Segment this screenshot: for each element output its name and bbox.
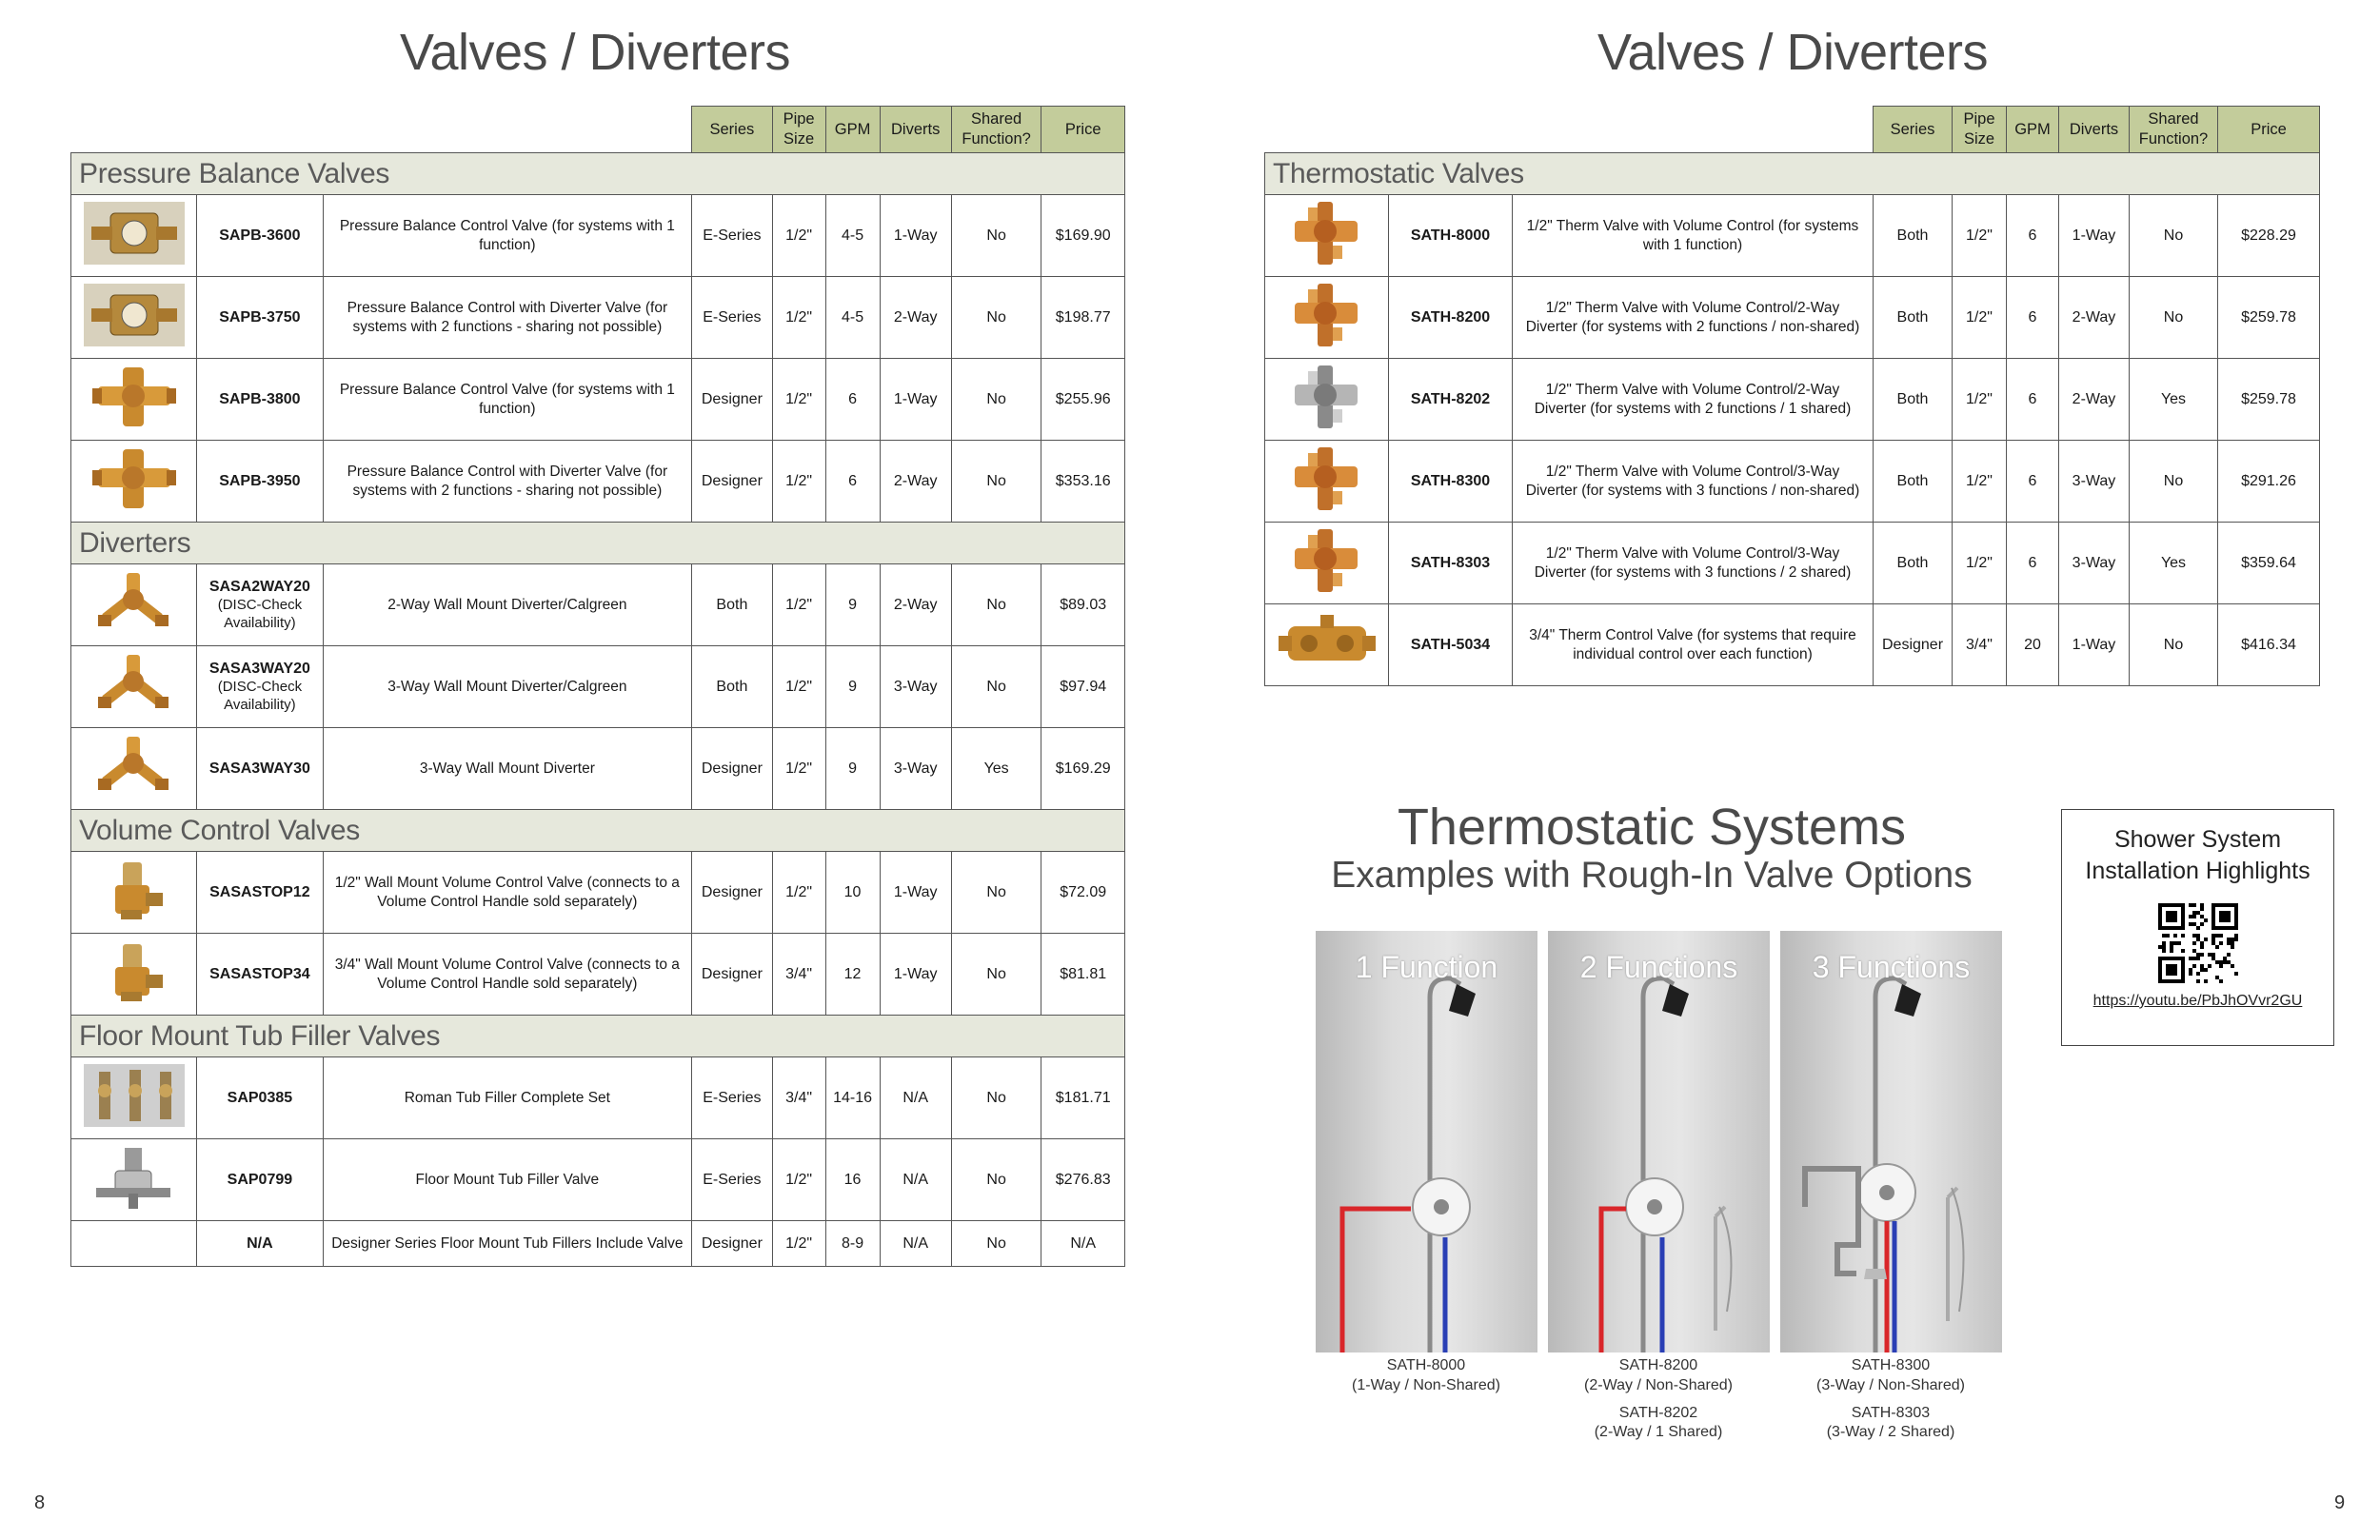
series-cell: Both <box>1874 195 1953 277</box>
description-cell: Pressure Balance Control with Diverter Valve (for systems with 2 functions - sharing not possible) <box>323 441 692 523</box>
product-image-cell <box>71 1057 197 1139</box>
caption-model: SATH-8000 <box>1386 1357 1466 1373</box>
table-row <box>1265 441 2320 523</box>
description-cell: 3-Way Wall Mount Diverter/Calgreen <box>323 646 692 728</box>
section-header <box>71 523 1125 564</box>
systems-subtitle: Examples with Rough-In Valve Options <box>1331 855 1973 896</box>
series-cell: Designer <box>692 852 772 934</box>
series-cell: Both <box>1874 277 1953 359</box>
model-code: N/A <box>247 1234 273 1252</box>
diverts-cell: N/A <box>880 1221 951 1267</box>
product-image-cell <box>71 359 197 441</box>
description-cell: 2-Way Wall Mount Diverter/Calgreen <box>323 564 692 646</box>
diverts-cell: 2-Way <box>880 564 951 646</box>
table-row <box>71 359 1125 441</box>
price-cell: $181.71 <box>1041 1057 1125 1139</box>
description-cell: 1/2" Therm Valve with Volume Control/2-Way Diverter (for systems with 2 functions / 1 shared) <box>1513 359 1874 441</box>
brass-valve-cross-icon <box>75 445 192 518</box>
model-number <box>197 1057 323 1139</box>
panel-label: 2 Functions <box>1579 950 1738 984</box>
table-row <box>71 1057 1125 1139</box>
shower-panel-1-function <box>1316 931 1537 1352</box>
caption-detail: (3-Way / 2 Shared) <box>1826 1424 1955 1441</box>
product-image-cell <box>71 1221 197 1267</box>
diverts-cell: N/A <box>880 1057 951 1139</box>
header-shared-function: Shared Function? <box>951 107 1041 153</box>
pipe-size-cell: 1/2" <box>772 359 825 441</box>
series-cell: Designer <box>692 441 772 523</box>
model-number <box>1389 523 1513 604</box>
shared-function-cell: No <box>951 852 1041 934</box>
description-cell: Pressure Balance Control with Diverter Valve (for systems with 2 functions - sharing not possible) <box>323 277 692 359</box>
series-cell: Both <box>1874 523 1953 604</box>
pipe-size-cell: 1/2" <box>772 441 825 523</box>
header-diverts: Diverts <box>2059 107 2130 153</box>
product-image-cell <box>71 1139 197 1221</box>
series-cell: E-Series <box>692 1057 772 1139</box>
brass-thermostatic-valve-icon <box>1269 445 1384 518</box>
model-code: SASASTOP12 <box>209 883 310 900</box>
section-header <box>71 1016 1125 1057</box>
model-number <box>197 564 323 646</box>
gpm-cell: 14-16 <box>825 1057 880 1139</box>
model-code: SAPB-3800 <box>219 390 301 407</box>
section-title: Thermostatic Valves <box>1265 153 2320 195</box>
caption-model: SATH-8202 <box>1618 1404 1698 1421</box>
price-cell: $228.29 <box>2218 195 2320 277</box>
table-row <box>1265 359 2320 441</box>
section-header <box>71 810 1125 852</box>
caption-detail: (3-Way / Non-Shared) <box>1816 1376 1965 1393</box>
pipe-size-cell: 1/2" <box>1953 277 2007 359</box>
table-row <box>1265 277 2320 359</box>
header-gpm: GPM <box>2007 107 2059 153</box>
model-code: SAPB-3950 <box>219 472 301 489</box>
caption-2-functions <box>1544 1356 1773 1443</box>
gpm-cell: 6 <box>2007 523 2059 604</box>
section-title: Volume Control Valves <box>71 810 1125 852</box>
model-code: SASA2WAY20 <box>208 578 310 595</box>
table-row <box>71 1139 1125 1221</box>
model-number <box>1389 604 1513 686</box>
diverts-cell: 1-Way <box>880 934 951 1016</box>
diverts-cell: N/A <box>880 1139 951 1221</box>
pipe-size-cell: 1/2" <box>1953 195 2007 277</box>
gpm-cell: 12 <box>825 934 880 1016</box>
pipe-size-cell: 1/2" <box>772 1221 825 1267</box>
pipe-size-cell: 1/2" <box>772 564 825 646</box>
pipe-size-cell: 3/4" <box>772 1057 825 1139</box>
pipe-size-cell: 1/2" <box>772 195 825 277</box>
table-row <box>1265 523 2320 604</box>
brass-diverter-icon <box>75 733 192 805</box>
qr-link[interactable]: https://youtu.be/PbJhOVvr2GU <box>2092 993 2303 1009</box>
caption-detail: (1-Way / Non-Shared) <box>1352 1376 1500 1393</box>
shared-function-cell: No <box>951 441 1041 523</box>
diverts-cell: 3-Way <box>880 646 951 728</box>
description-cell: Pressure Balance Control Valve (for systems with 1 function) <box>323 195 692 277</box>
model-code: SATH-8000 <box>1410 227 1491 244</box>
price-cell: $416.34 <box>2218 604 2320 686</box>
shared-function-cell: No <box>951 1221 1041 1267</box>
header-pipe-size: Pipe Size <box>1953 107 2007 153</box>
pipe-size-cell: 1/2" <box>1953 523 2007 604</box>
table-row <box>71 934 1125 1016</box>
series-cell: Designer <box>692 359 772 441</box>
panel-label: 1 Function <box>1355 950 1498 984</box>
model-number <box>197 728 323 810</box>
brass-valve-cross-icon <box>75 364 192 436</box>
model-number <box>1389 195 1513 277</box>
pipe-size-cell: 1/2" <box>772 1139 825 1221</box>
caption-model: SATH-8300 <box>1851 1357 1931 1373</box>
price-cell: $259.78 <box>2218 359 2320 441</box>
model-number <box>1389 359 1513 441</box>
product-image-cell <box>71 277 197 359</box>
price-cell: $255.96 <box>1041 359 1125 441</box>
price-cell: $169.29 <box>1041 728 1125 810</box>
model-number <box>197 1221 323 1267</box>
qr-callout <box>2061 809 2334 1046</box>
shared-function-cell: Yes <box>2130 523 2218 604</box>
description-cell: Pressure Balance Control Valve (for systems with 1 function) <box>323 359 692 441</box>
table-row <box>71 441 1125 523</box>
product-image-cell <box>1265 195 1389 277</box>
section-title: Diverters <box>71 523 1125 564</box>
product-image-cell <box>71 934 197 1016</box>
model-code: SAP0799 <box>227 1171 293 1188</box>
gpm-cell: 6 <box>2007 195 2059 277</box>
gpm-cell: 6 <box>825 441 880 523</box>
price-cell: $72.09 <box>1041 852 1125 934</box>
description-cell: 1/2" Therm Valve with Volume Control (for systems with 1 function) <box>1513 195 1874 277</box>
model-code: SATH-8200 <box>1410 308 1491 326</box>
model-code: SATH-8202 <box>1410 390 1491 407</box>
diverts-cell: 1-Way <box>2059 604 2130 686</box>
brass-diverter-icon <box>75 569 192 642</box>
model-number <box>197 441 323 523</box>
section-title: Floor Mount Tub Filler Valves <box>71 1016 1125 1057</box>
price-cell: $276.83 <box>1041 1139 1125 1221</box>
model-number <box>197 934 323 1016</box>
left-spec-table <box>70 106 1125 1267</box>
gpm-cell: 6 <box>2007 441 2059 523</box>
description-cell: Designer Series Floor Mount Tub Fillers Include Valve <box>323 1221 692 1267</box>
shower-1-function-illustration <box>1316 931 1537 1352</box>
model-number <box>197 1139 323 1221</box>
table-row <box>71 564 1125 646</box>
gpm-cell: 6 <box>825 359 880 441</box>
price-cell: $353.16 <box>1041 441 1125 523</box>
model-code: SASA3WAY30 <box>208 760 310 777</box>
shared-function-cell: No <box>951 646 1041 728</box>
price-cell: $291.26 <box>2218 441 2320 523</box>
pipe-size-cell: 1/2" <box>1953 441 2007 523</box>
brass-valve-square-icon <box>75 282 192 354</box>
series-cell: Designer <box>692 934 772 1016</box>
pipe-size-cell: 1/2" <box>772 852 825 934</box>
series-cell: Both <box>1874 441 1953 523</box>
gpm-cell: 9 <box>825 564 880 646</box>
header-diverts: Diverts <box>880 107 951 153</box>
shared-function-cell: Yes <box>2130 359 2218 441</box>
product-image-cell <box>1265 523 1389 604</box>
table-row <box>71 852 1125 934</box>
header-pipe-size: Pipe Size <box>772 107 825 153</box>
model-number <box>1389 441 1513 523</box>
header-series: Series <box>1874 107 1953 153</box>
product-image-cell <box>1265 359 1389 441</box>
shower-panel-3-functions <box>1780 931 2002 1352</box>
description-cell: 1/2" Therm Valve with Volume Control/3-Way Diverter (for systems with 3 functions / 2 shared) <box>1513 523 1874 604</box>
model-code: SAPB-3750 <box>219 308 301 326</box>
section-title: Pressure Balance Valves <box>71 153 1125 195</box>
section-header <box>1265 153 2320 195</box>
product-image-cell <box>71 852 197 934</box>
table-row <box>71 195 1125 277</box>
page-number-left: 8 <box>34 1492 46 1513</box>
brass-thermostatic-valve-icon <box>1269 200 1384 272</box>
series-cell: Designer <box>692 1221 772 1267</box>
diverts-cell: 3-Way <box>880 728 951 810</box>
price-cell: $198.77 <box>1041 277 1125 359</box>
model-note: (DISC-Check Availability) <box>217 678 303 713</box>
caption-detail: (2-Way / Non-Shared) <box>1584 1376 1733 1393</box>
price-cell: N/A <box>1041 1221 1125 1267</box>
caption-detail: (2-Way / 1 Shared) <box>1594 1424 1723 1441</box>
qr-title: Shower System Installation Highlights <box>2085 826 2311 884</box>
chrome-thermostatic-valve-icon <box>1269 364 1384 436</box>
description-cell: 1/2" Therm Valve with Volume Control/3-Way Diverter (for systems with 3 functions / non-shared) <box>1513 441 1874 523</box>
model-number <box>197 277 323 359</box>
shared-function-cell: No <box>951 564 1041 646</box>
model-code: SASA3WAY20 <box>208 660 310 677</box>
description-cell: 3/4" Wall Mount Volume Control Valve (connects to a Volume Control Handle sold separately) <box>323 934 692 1016</box>
header-price: Price <box>2218 107 2320 153</box>
shared-function-cell: No <box>2130 604 2218 686</box>
table-row <box>71 277 1125 359</box>
model-number <box>1389 277 1513 359</box>
diverts-cell: 3-Way <box>2059 441 2130 523</box>
product-image-cell <box>71 728 197 810</box>
product-image-cell <box>1265 277 1389 359</box>
model-number <box>197 852 323 934</box>
price-cell: $97.94 <box>1041 646 1125 728</box>
shared-function-cell: No <box>951 934 1041 1016</box>
pipe-size-cell: 1/2" <box>772 728 825 810</box>
shared-function-cell: Yes <box>951 728 1041 810</box>
gpm-cell: 9 <box>825 728 880 810</box>
diverts-cell: 1-Way <box>880 852 951 934</box>
shower-3-functions-illustration <box>1780 931 2002 1352</box>
systems-title: Thermostatic Systems <box>1397 799 1907 856</box>
product-image-cell <box>71 646 197 728</box>
shower-2-functions-illustration <box>1548 931 1770 1352</box>
right-page-title: Valves / Diverters <box>1597 24 1989 81</box>
model-code: SATH-5034 <box>1410 636 1491 653</box>
shared-function-cell: No <box>951 1057 1041 1139</box>
diverts-cell: 2-Way <box>2059 359 2130 441</box>
left-page-title: Valves / Diverters <box>399 24 791 81</box>
header-price: Price <box>1041 107 1125 153</box>
table-row <box>71 1221 1125 1267</box>
brass-therm-block-icon <box>1269 609 1384 681</box>
brass-valve-square-icon <box>75 200 192 272</box>
description-cell: 3-Way Wall Mount Diverter <box>323 728 692 810</box>
chrome-floor-valve-icon <box>75 1144 192 1216</box>
brass-thermostatic-valve-icon <box>1269 282 1384 354</box>
brass-stop-valve-icon <box>75 857 192 929</box>
price-cell: $169.90 <box>1041 195 1125 277</box>
description-cell: 1/2" Wall Mount Volume Control Valve (connects to a Volume Control Handle sold separately) <box>323 852 692 934</box>
table-row <box>71 646 1125 728</box>
shared-function-cell: No <box>951 359 1041 441</box>
product-image-cell <box>1265 604 1389 686</box>
product-image-cell <box>71 195 197 277</box>
description-cell: 1/2" Therm Valve with Volume Control/2-Way Diverter (for systems with 2 functions / non-shared) <box>1513 277 1874 359</box>
caption-3-functions <box>1776 1356 2005 1443</box>
page-number-right: 9 <box>2334 1492 2346 1513</box>
description-cell: 3/4" Therm Control Valve (for systems that require individual control over each function) <box>1513 604 1874 686</box>
diverts-cell: 2-Way <box>2059 277 2130 359</box>
product-image-cell <box>1265 441 1389 523</box>
diverts-cell: 2-Way <box>880 277 951 359</box>
model-number <box>197 195 323 277</box>
brass-diverter-icon <box>75 651 192 723</box>
pipe-size-cell: 1/2" <box>772 646 825 728</box>
model-code: SAP0385 <box>227 1089 293 1106</box>
brass-stop-valve-icon <box>75 938 192 1011</box>
model-note: (DISC-Check Availability) <box>217 596 303 631</box>
gpm-cell: 8-9 <box>825 1221 880 1267</box>
series-cell: E-Series <box>692 1139 772 1221</box>
gpm-cell: 16 <box>825 1139 880 1221</box>
panel-label: 3 Functions <box>1812 950 1971 984</box>
model-code: SASASTOP34 <box>209 965 310 982</box>
model-code: SATH-8303 <box>1410 554 1491 571</box>
caption-1-function <box>1312 1356 1540 1396</box>
price-cell: $259.78 <box>2218 277 2320 359</box>
shared-function-cell: No <box>2130 277 2218 359</box>
header-shared-function: Shared Function? <box>2130 107 2218 153</box>
gpm-cell: 10 <box>825 852 880 934</box>
product-image-cell <box>71 441 197 523</box>
series-cell: E-Series <box>692 195 772 277</box>
table-row <box>1265 604 2320 686</box>
description-cell: Floor Mount Tub Filler Valve <box>323 1139 692 1221</box>
pipe-size-cell: 1/2" <box>1953 359 2007 441</box>
gpm-cell: 9 <box>825 646 880 728</box>
series-cell: Both <box>692 646 772 728</box>
price-cell: $359.64 <box>2218 523 2320 604</box>
series-cell: Both <box>692 564 772 646</box>
gpm-cell: 4-5 <box>825 277 880 359</box>
shared-function-cell: No <box>951 1139 1041 1221</box>
diverts-cell: 1-Way <box>880 359 951 441</box>
model-number <box>197 646 323 728</box>
gpm-cell: 4-5 <box>825 195 880 277</box>
diverts-cell: 3-Way <box>2059 523 2130 604</box>
header-gpm: GPM <box>825 107 880 153</box>
table-row <box>71 728 1125 810</box>
section-header <box>71 153 1125 195</box>
pipe-size-cell: 3/4" <box>1953 604 2007 686</box>
diverts-cell: 1-Way <box>2059 195 2130 277</box>
series-cell: Both <box>1874 359 1953 441</box>
pipe-size-cell: 3/4" <box>772 934 825 1016</box>
price-cell: $81.81 <box>1041 934 1125 1016</box>
caption-model: SATH-8200 <box>1618 1357 1698 1373</box>
shared-function-cell: No <box>951 195 1041 277</box>
table-row <box>1265 195 2320 277</box>
brass-thermostatic-valve-icon <box>1269 527 1384 600</box>
diverts-cell: 1-Way <box>880 195 951 277</box>
shared-function-cell: No <box>951 277 1041 359</box>
qr-code-icon[interactable] <box>2158 903 2238 983</box>
model-number <box>197 359 323 441</box>
gpm-cell: 6 <box>2007 359 2059 441</box>
price-cell: $89.03 <box>1041 564 1125 646</box>
header-series: Series <box>692 107 772 153</box>
caption-model: SATH-8303 <box>1851 1404 1931 1421</box>
right-spec-table <box>1264 106 2320 686</box>
description-cell: Roman Tub Filler Complete Set <box>323 1057 692 1139</box>
shared-function-cell: No <box>2130 441 2218 523</box>
shared-function-cell: No <box>2130 195 2218 277</box>
model-code: SAPB-3600 <box>219 227 301 244</box>
model-code: SATH-8300 <box>1410 472 1491 489</box>
gpm-cell: 20 <box>2007 604 2059 686</box>
roman-tub-valve-set-icon <box>75 1062 192 1135</box>
series-cell: Designer <box>692 728 772 810</box>
pipe-size-cell: 1/2" <box>772 277 825 359</box>
shower-panel-2-functions <box>1548 931 1770 1352</box>
diverts-cell: 2-Way <box>880 441 951 523</box>
product-image-cell <box>71 564 197 646</box>
series-cell: Designer <box>1874 604 1953 686</box>
gpm-cell: 6 <box>2007 277 2059 359</box>
series-cell: E-Series <box>692 277 772 359</box>
